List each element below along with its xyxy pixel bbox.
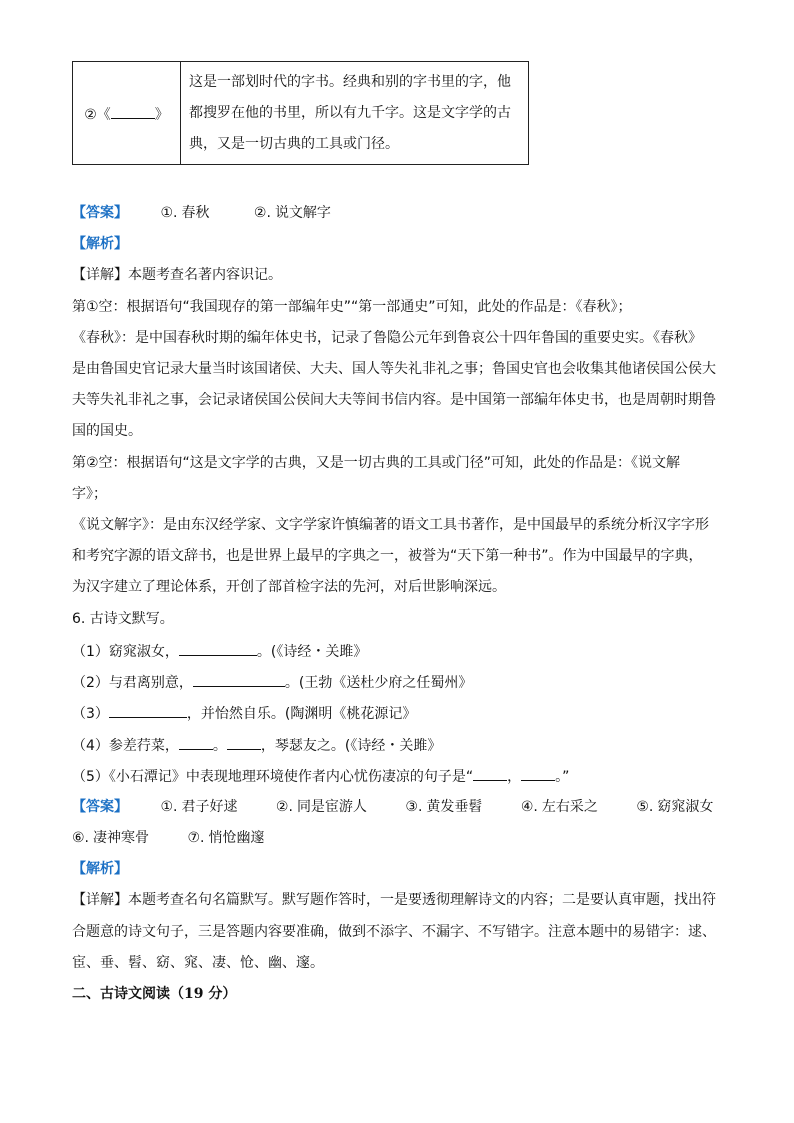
answer-text: 凄神寒骨 xyxy=(93,830,150,846)
recitation-item-5 xyxy=(72,765,569,787)
answer-text: 同是宦游人 xyxy=(296,799,367,815)
item-text: 。” xyxy=(555,769,570,785)
detail-text: 本题考查名著内容识记。 xyxy=(128,267,282,283)
item-text: （5）《小石潭记》中表现地理环境使作者内心忧伤凄凉的句子是“ xyxy=(72,769,474,785)
paragraph-line: 《春秋》：是中国春秋时期的编年体史书，记录了鲁隐公元年到鲁哀公十四年鲁国的重要史实。《春秋》 xyxy=(72,330,702,346)
answer-tag: 【答案】 xyxy=(72,205,128,221)
answer-blank[interactable] xyxy=(193,671,285,687)
item-text: （3） xyxy=(72,706,109,722)
q6-answer-line xyxy=(72,797,713,817)
answer-blank[interactable] xyxy=(179,640,257,656)
answer-item xyxy=(254,203,331,223)
analysis-tag: 【解析】 xyxy=(72,236,128,252)
item-text: ， xyxy=(507,769,522,785)
item-text: ，琴瑟友之。(《诗经・关雎》 xyxy=(260,738,442,754)
paragraph-line: 国的国史。 xyxy=(72,423,142,439)
recitation-item-2 xyxy=(72,671,472,693)
item-text: （2）与君离别意， xyxy=(72,675,193,691)
paragraph-line: 字》； xyxy=(72,486,107,502)
answer-number: ②. xyxy=(253,205,271,221)
detail-line xyxy=(72,265,282,285)
answer-blank[interactable] xyxy=(521,765,555,781)
answer-text: 春秋 xyxy=(181,205,210,221)
item-text: （4）参差荇菜， xyxy=(72,738,179,754)
answer-text: 黄发垂髫 xyxy=(426,799,483,815)
work-description-cell xyxy=(181,62,529,165)
answer-number: ④. xyxy=(520,799,538,815)
answer-text: 君子好逑 xyxy=(181,799,238,815)
detail-line xyxy=(72,890,716,910)
answer-text: 说文解字 xyxy=(274,205,331,221)
answer-item xyxy=(405,797,482,817)
recitation-item-4 xyxy=(72,734,441,756)
paragraph-line: 《说文解字》：是由东汉经学家、文字学家许慎编著的语文工具书著作，是中国最早的系统分析汉字字形 xyxy=(72,517,709,533)
paragraph-line: 宦、垂、髫、窈、窕、凄、怆、幽、邃。 xyxy=(72,955,324,971)
answer-blank[interactable] xyxy=(109,702,187,718)
answer-number: ⑤. xyxy=(636,799,654,815)
description-line: 这是一部划时代的字书。经典和别的字书里的字，他 xyxy=(189,73,511,90)
recitation-item-1 xyxy=(72,640,367,662)
paragraph-line: 第②空：根据语句“这是文字学的古典，又是一切古典的工具或门径”可知，此处的作品是：《说文解 xyxy=(72,455,681,471)
answer-item xyxy=(636,797,713,817)
answer-number: ⑥. xyxy=(72,830,90,846)
works-table xyxy=(72,61,529,165)
answer-number: ⑦. xyxy=(187,830,205,846)
work-label-cell xyxy=(73,62,181,165)
work-label-prefix: ②《 xyxy=(84,106,111,123)
answer-number: ②. xyxy=(275,799,293,815)
detail-tag: 【详解】 xyxy=(72,267,128,283)
answer-item xyxy=(521,797,598,817)
answer-text: 悄怆幽邃 xyxy=(208,830,265,846)
q5-answer-line xyxy=(72,203,331,223)
answer-item xyxy=(276,797,367,817)
answer-text: 窈窕淑女 xyxy=(657,799,714,815)
item-text: （1）窈窕淑女， xyxy=(72,644,179,660)
answer-blank[interactable] xyxy=(227,734,261,750)
answer-blank[interactable] xyxy=(179,734,213,750)
paragraph-line: 第①空：根据语句“我国现存的第一部编年史”“第一部通史”可知，此处的作品是：《春秋》； xyxy=(72,299,632,315)
answer-tag: 【答案】 xyxy=(72,799,128,815)
detail-tag: 【详解】 xyxy=(72,892,128,908)
work-label-suffix: 》 xyxy=(154,106,169,123)
answer-item xyxy=(72,828,149,848)
recitation-item-3 xyxy=(72,702,416,724)
section-heading: 二、古诗文阅读（19 分） xyxy=(72,986,237,1002)
paragraph-line: 为汉字建立了理论体系，开创了部首检字法的先河，对后世影响深远。 xyxy=(72,579,506,595)
table-row xyxy=(73,62,529,165)
answer-item xyxy=(160,203,209,223)
paragraph-line: 和考究字源的语文辞书，也是世界上最早的字典之一，被誉为“天下第一种书”。作为中国最早的字典， xyxy=(72,548,703,564)
item-text: 。 xyxy=(212,738,227,754)
paragraph-line: 是由鲁国史官记录大量当时该国诸侯、大夫、国人等失礼非礼之事；鲁国史官也会收集其他诸侯国公侯大 xyxy=(72,361,716,377)
question-6-title: 6. 古诗文默写。 xyxy=(72,611,174,627)
q6-answer-line-2 xyxy=(72,828,264,848)
answer-number: ①. xyxy=(160,205,178,221)
description-line: 典，又是一切古典的工具或门径。 xyxy=(189,135,399,152)
answer-number: ①. xyxy=(160,799,178,815)
answer-blank[interactable] xyxy=(473,765,507,781)
paragraph-line: 合题意的诗文句子，三是答题内容要准确，做到不添字、不漏字、不写错字。注意本题中的易错字：逑、 xyxy=(72,924,716,940)
analysis-tag: 【解析】 xyxy=(72,861,128,877)
description-line: 都搜罗在他的书里，所以有九千字。这是文字学的古 xyxy=(189,104,511,121)
answer-text: 左右采之 xyxy=(541,799,598,815)
answer-item xyxy=(187,828,264,848)
item-text: 。(王勃《送杜少府之任蜀州》 xyxy=(284,675,473,691)
answer-number: ③. xyxy=(405,799,423,815)
detail-text: 本题考查名句名篇默写。默写题作答时，一是要透彻理解诗文的内容；二是要认真审题，找出符 xyxy=(128,892,716,908)
answer-item xyxy=(160,797,237,817)
work-title-blank[interactable] xyxy=(111,103,155,119)
item-text: ，并怡然自乐。(陶渊明《桃花源记》 xyxy=(186,706,417,722)
item-text: 。(《诗经・关雎》 xyxy=(256,644,368,660)
paragraph-line: 夫等失礼非礼之事，会记录诸侯国公侯间大夫等间书信内容。是中国第一部编年体史书，也是周朝时期鲁 xyxy=(72,392,716,408)
